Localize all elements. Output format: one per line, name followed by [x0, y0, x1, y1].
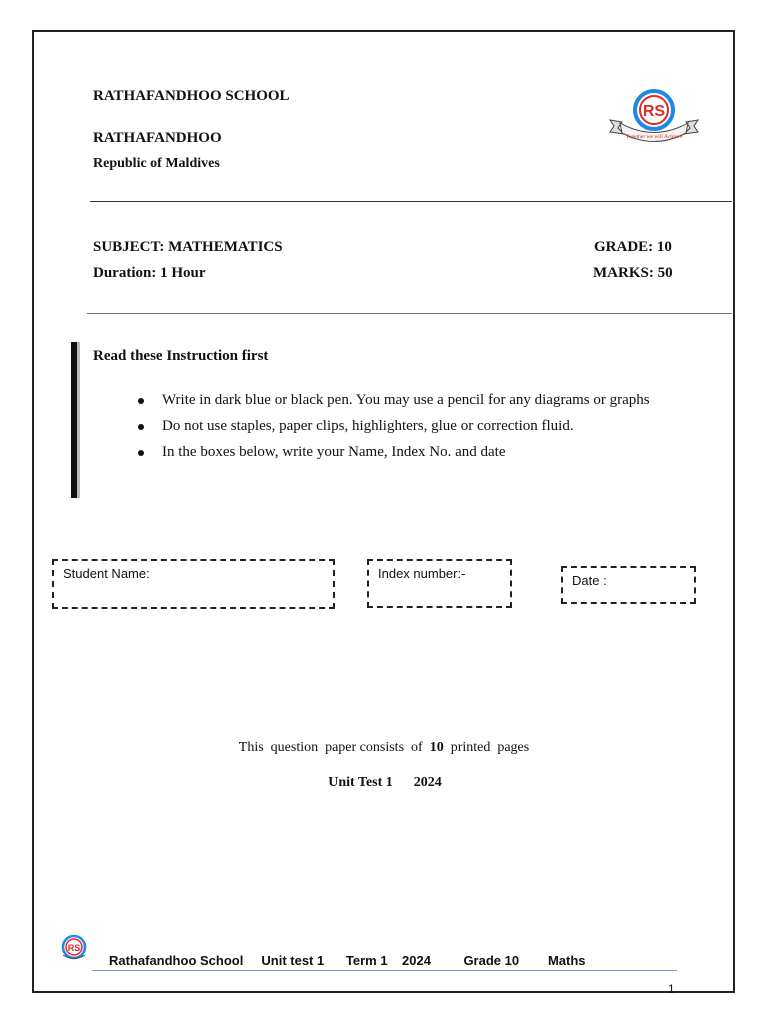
page-border	[32, 30, 735, 993]
subject-label: SUBJECT: MATHEMATICS	[93, 239, 283, 255]
grade-label: GRADE: 10	[594, 239, 672, 255]
test-title: Unit Test 1 2024	[328, 775, 442, 790]
island-name: RATHAFANDHOO	[93, 130, 222, 146]
country-name: Republic of Maldives	[93, 156, 220, 171]
page-number: 1	[668, 982, 675, 996]
instruction-item: Do not use staples, paper clips, highlighters, glue or correction fluid.	[138, 417, 650, 443]
instruction-title: Read these Instruction first	[93, 348, 269, 364]
footer-rule	[92, 970, 677, 971]
bullet-icon	[138, 424, 144, 430]
student-name-box[interactable]: Student Name:	[52, 559, 335, 609]
svg-text:RS: RS	[67, 943, 81, 953]
instruction-item: In the boxes below, write your Name, Index No. and date	[138, 443, 650, 469]
footer-text: Rathafandhoo School Unit test 1 Term 1 2024 Grade 10 Maths	[109, 953, 586, 968]
instruction-sidebar	[71, 342, 77, 498]
header-divider	[90, 201, 732, 202]
page-count: 10	[429, 740, 444, 755]
instruction-item: Write in dark blue or black pen. You may use a pencil for any diagrams or graphs	[138, 391, 650, 417]
svg-text:RS: RS	[642, 103, 666, 120]
footer-logo	[60, 934, 88, 962]
school-logo	[606, 86, 702, 148]
instruction-list	[138, 391, 650, 469]
duration-label: Duration: 1 Hour	[93, 265, 206, 281]
school-name: RATHAFANDHOO SCHOOL	[93, 88, 290, 104]
svg-text:Together we will Achieve: Together we will Achieve	[625, 134, 683, 140]
bullet-icon	[138, 398, 144, 404]
marks-label: MARKS: 50	[593, 265, 673, 281]
bullet-icon	[138, 450, 144, 456]
page-count-line: This question paper consists of 10 printed pages	[238, 740, 530, 755]
info-divider	[87, 313, 732, 314]
index-number-box[interactable]: Index number:-	[367, 559, 512, 608]
date-box[interactable]: Date :	[561, 566, 696, 604]
